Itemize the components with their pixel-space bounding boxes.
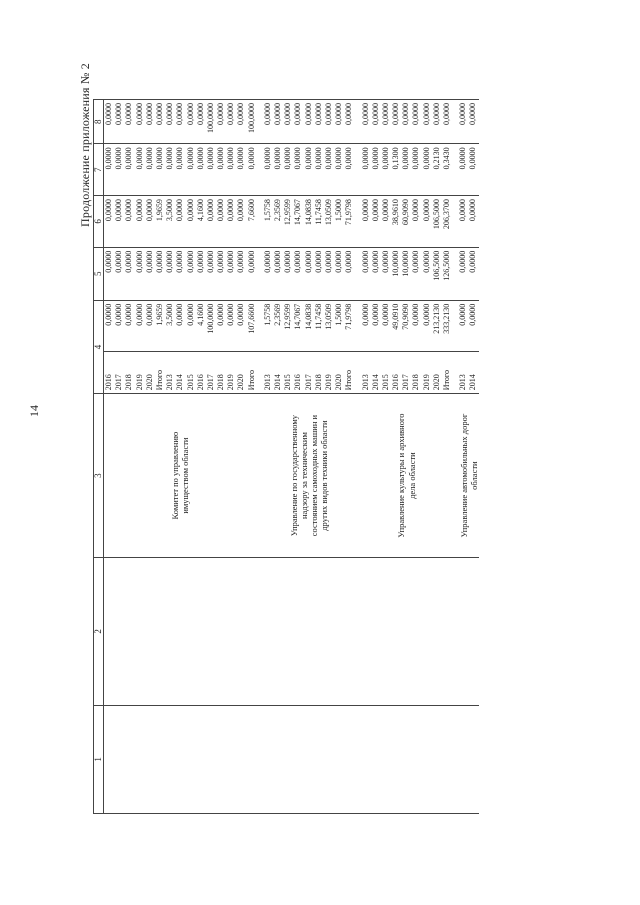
value-cell: 0,0000 <box>323 147 333 170</box>
value-cell: 60,9090 <box>401 199 411 226</box>
value-cell: 0,0000 <box>104 103 113 125</box>
value-cell: 49,0910 <box>391 303 401 330</box>
value-cell: 14,7067 <box>293 199 303 226</box>
value-cell: 0,0000 <box>421 147 431 170</box>
value-cell: 0,0000 <box>114 103 124 125</box>
header-col-1: 1 <box>94 705 104 813</box>
header-row <box>94 100 104 814</box>
year-cell: Итого <box>442 369 451 391</box>
value-cell: 0,0000 <box>380 147 390 170</box>
value-cell: 0,0000 <box>154 250 164 273</box>
year-cell: 2019 <box>421 374 431 391</box>
year-column <box>104 352 479 394</box>
header-col-6: 6 <box>94 196 104 248</box>
value-cell: 4,1600 <box>195 199 205 222</box>
value-cell: 7,6600 <box>246 199 256 222</box>
year-cell: 2018 <box>313 374 323 391</box>
org-name-line: других видов техники области <box>319 420 330 531</box>
value-cell: 0,0000 <box>226 250 236 273</box>
year-cell: 2013 <box>458 374 468 391</box>
org-name-line: имуществом области <box>180 437 191 514</box>
value-cell: 0,0000 <box>246 250 256 273</box>
value-cell: 0,0000 <box>216 199 226 222</box>
value-cell: 0,0000 <box>458 303 468 326</box>
value-cell: 0,0000 <box>114 199 124 222</box>
header-col-3: 3 <box>94 394 104 558</box>
value-cell: 12,9599 <box>283 199 293 226</box>
year-cell: 2014 <box>175 374 185 391</box>
value-cell: 0,0000 <box>216 103 226 125</box>
value-cell: 0,0000 <box>401 147 411 170</box>
value-cell: 4,1600 <box>195 303 205 326</box>
value-cell: 206,3700 <box>442 199 451 230</box>
value-cell: 0,0000 <box>380 103 390 125</box>
year-cell: 2019 <box>134 374 144 391</box>
value-cell: 0,0000 <box>411 199 421 222</box>
value-cell: 0,1300 <box>391 147 401 170</box>
org-name-line: состоянием самоходных машин и <box>308 414 319 537</box>
value-cell: 0,0000 <box>262 147 272 170</box>
local-column <box>104 144 479 196</box>
year-cell: 2016 <box>104 374 113 391</box>
value-cell: 70,9090 <box>401 303 411 330</box>
value-cell: 3,5000 <box>165 199 175 222</box>
value-cell: 0,0000 <box>370 250 380 273</box>
org-name-line: дела области <box>406 452 417 499</box>
col-1-cell <box>104 705 479 813</box>
value-cell: 0,0000 <box>360 199 370 222</box>
value-cell: 14,0838 <box>303 199 313 226</box>
value-cell: 0,0000 <box>313 147 323 170</box>
value-cell: 0,0000 <box>313 103 323 125</box>
year-cell: 2016 <box>195 374 205 391</box>
value-cell: 106,5000 <box>431 250 441 281</box>
year-cell: 2017 <box>114 374 124 391</box>
federal-column <box>104 247 479 300</box>
value-cell: 0,0000 <box>293 147 303 170</box>
value-cell: 100,0000 <box>205 103 215 133</box>
value-cell: 0,0000 <box>344 250 354 273</box>
value-cell: 0,0000 <box>124 250 134 273</box>
value-cell: 1,5000 <box>334 303 344 326</box>
total-column <box>104 300 479 352</box>
value-cell: 0,0000 <box>104 250 113 273</box>
year-cell: 2020 <box>144 374 154 391</box>
value-cell: 0,0000 <box>360 147 370 170</box>
value-cell: 0,0000 <box>195 103 205 125</box>
value-cell: 0,0000 <box>175 199 185 222</box>
year-cell: 2020 <box>431 374 441 391</box>
value-cell: 0,0000 <box>411 250 421 273</box>
value-cell: 0,0000 <box>124 199 134 222</box>
value-cell: 0,2130 <box>431 147 441 170</box>
regional-column <box>104 196 479 248</box>
value-cell: 0,0000 <box>370 147 380 170</box>
value-cell: 0,0000 <box>293 103 303 125</box>
year-cell: 2019 <box>323 374 333 391</box>
value-cell: 0,0000 <box>165 147 175 170</box>
org-name-line: Управление по государственному <box>288 415 299 537</box>
value-cell: 0,0000 <box>134 103 144 125</box>
header-col-5: 5 <box>94 247 104 300</box>
value-cell: 0,0000 <box>175 303 185 326</box>
value-cell: 0,0000 <box>458 103 468 125</box>
body-row <box>104 100 479 814</box>
value-cell: 0,0000 <box>236 103 246 125</box>
value-cell: 0,0000 <box>283 147 293 170</box>
value-cell: 0,0000 <box>344 103 354 125</box>
appendix-title: Продолжение приложения № 2 <box>78 63 92 227</box>
value-cell: 1,9659 <box>154 199 164 222</box>
value-cell: 0,0000 <box>273 250 282 273</box>
col-2-cell <box>104 557 479 705</box>
value-cell: 0,0000 <box>380 250 390 273</box>
value-cell: 0,0000 <box>334 250 344 273</box>
value-cell: 0,0000 <box>205 199 215 222</box>
value-cell: 0,0000 <box>370 199 380 222</box>
year-cell: 2017 <box>401 374 411 391</box>
org-name-line: области <box>468 461 479 490</box>
year-cell: 2013 <box>360 374 370 391</box>
value-cell: 10,0000 <box>401 250 411 277</box>
value-cell: 0,0000 <box>124 103 134 125</box>
value-cell: 100,0000 <box>205 303 215 334</box>
org-name-line: Управление автомобильных дорог <box>458 413 469 538</box>
value-cell: 13,0509 <box>323 303 333 330</box>
value-cell: 2,3569 <box>273 199 282 222</box>
value-cell: 1,5000 <box>334 199 344 222</box>
value-cell: 0,0000 <box>195 147 205 170</box>
year-cell: 2015 <box>283 374 293 391</box>
value-cell: 0,0000 <box>104 199 113 222</box>
year-cell: 2020 <box>334 374 344 391</box>
value-cell: 0,0000 <box>421 199 431 222</box>
value-cell: 0,0000 <box>154 103 164 125</box>
year-cell: 2014 <box>370 374 380 391</box>
value-cell: 0,0000 <box>124 147 134 170</box>
value-cell: 0,0000 <box>236 147 246 170</box>
value-cell: 0,0000 <box>468 199 478 222</box>
value-cell: 0,0000 <box>458 250 468 273</box>
value-cell: 0,0000 <box>442 103 451 125</box>
year-cell: Итого <box>154 369 164 391</box>
value-cell: 10,0000 <box>391 250 401 277</box>
value-cell: 0,0000 <box>334 103 344 125</box>
value-cell: 0,0000 <box>431 103 441 125</box>
value-cell: 0,0000 <box>165 250 175 273</box>
value-cell: 0,0000 <box>226 199 236 222</box>
value-cell: 0,0000 <box>226 103 236 125</box>
value-cell: 0,0000 <box>468 147 478 170</box>
year-cell: 2014 <box>273 374 282 391</box>
value-cell: 0,0000 <box>303 147 313 170</box>
value-cell: 0,0000 <box>185 250 195 273</box>
other-column <box>104 100 479 144</box>
value-cell: 100,0000 <box>246 103 256 133</box>
value-cell: 0,0000 <box>226 303 236 326</box>
value-cell: 0,0000 <box>334 147 344 170</box>
header-col-4: 4 <box>94 300 104 394</box>
value-cell: 0,0000 <box>391 103 401 125</box>
value-cell: 0,0000 <box>283 250 293 273</box>
value-cell: 1,5758 <box>262 199 272 222</box>
value-cell: 0,0000 <box>216 147 226 170</box>
value-cell: 0,0000 <box>175 147 185 170</box>
value-cell: 0,0000 <box>411 103 421 125</box>
value-cell: 0,0000 <box>468 250 478 273</box>
year-cell: 2013 <box>165 374 175 391</box>
value-cell: 0,0000 <box>114 147 124 170</box>
header-col-2: 2 <box>94 557 104 705</box>
year-cell: 2016 <box>293 374 303 391</box>
value-cell: 0,0000 <box>124 303 134 326</box>
value-cell: 107,6600 <box>246 303 256 334</box>
org-block <box>104 394 263 557</box>
value-cell: 14,7067 <box>293 303 303 330</box>
value-cell: 11,7458 <box>313 303 323 330</box>
value-cell: 0,0000 <box>144 250 154 273</box>
year-cell: 2020 <box>236 374 246 391</box>
value-cell: 0,0000 <box>313 250 323 273</box>
org-block <box>263 394 361 557</box>
year-cell: 2016 <box>391 374 401 391</box>
value-cell: 0,0000 <box>216 303 226 326</box>
value-cell: 0,0000 <box>185 199 195 222</box>
value-cell: 3,5000 <box>165 303 175 326</box>
value-cell: 0,0000 <box>185 303 195 326</box>
value-cell: 0,0000 <box>134 147 144 170</box>
value-cell: 0,0000 <box>134 199 144 222</box>
value-cell: 14,0838 <box>303 303 313 330</box>
year-cell: 2014 <box>468 374 478 391</box>
value-cell: 0,0000 <box>134 303 144 326</box>
year-cell: 2015 <box>185 374 195 391</box>
year-cell: 2017 <box>303 374 313 391</box>
year-cell: 2018 <box>216 374 226 391</box>
value-cell: 71,9798 <box>344 303 354 330</box>
value-cell: 0,0000 <box>421 250 431 273</box>
value-cell: 0,0000 <box>205 250 215 273</box>
value-cell: 0,0000 <box>421 303 431 326</box>
value-cell: 0,0000 <box>458 199 468 222</box>
value-cell: 0,0000 <box>246 147 256 170</box>
header-col-8: 8 <box>94 100 104 144</box>
value-cell: 0,0000 <box>104 303 113 326</box>
value-cell: 0,0000 <box>134 250 144 273</box>
value-cell: 0,0000 <box>411 147 421 170</box>
value-cell: 106,5000 <box>431 199 441 230</box>
value-cell: 0,0000 <box>344 147 354 170</box>
value-cell: 0,0000 <box>144 199 154 222</box>
value-cell: 0,3430 <box>442 147 451 170</box>
value-cell: 0,0000 <box>175 250 185 273</box>
header-col-7: 7 <box>94 144 104 196</box>
value-cell: 0,0000 <box>370 303 380 326</box>
value-cell: 0,0000 <box>468 303 478 326</box>
value-cell: 333,2130 <box>442 303 451 334</box>
year-cell: 2013 <box>262 374 272 391</box>
value-cell: 2,3569 <box>273 303 282 326</box>
value-cell: 0,0000 <box>144 147 154 170</box>
value-cell: 0,0000 <box>273 147 282 170</box>
value-cell: 0,0000 <box>360 250 370 273</box>
value-cell: 38,9610 <box>391 199 401 226</box>
value-cell: 0,0000 <box>303 250 313 273</box>
value-cell: 0,0000 <box>323 250 333 273</box>
page-number: 14 <box>27 405 41 417</box>
value-cell: 0,0000 <box>293 250 303 273</box>
value-cell: 0,0000 <box>195 250 205 273</box>
value-cell: 0,0000 <box>236 199 246 222</box>
org-name-line: надзору за техническим <box>298 432 309 520</box>
value-cell: 213,2130 <box>431 303 441 334</box>
value-cell: 0,0000 <box>273 103 282 125</box>
org-name-line: Управление культуры и архивного <box>396 413 407 538</box>
value-cell: 71,9798 <box>344 199 354 226</box>
value-cell: 0,0000 <box>114 250 124 273</box>
org-name-line: Комитет по управлению <box>170 431 181 520</box>
value-cell: 1,5758 <box>262 303 272 326</box>
value-cell: 0,0000 <box>144 103 154 125</box>
value-cell: 0,0000 <box>226 147 236 170</box>
budget-table <box>93 99 479 814</box>
value-cell: 0,0000 <box>185 147 195 170</box>
value-cell: 0,0000 <box>104 147 113 170</box>
year-cell: Итого <box>344 369 354 391</box>
year-cell: 2018 <box>124 374 134 391</box>
value-cell: 0,0000 <box>175 103 185 125</box>
value-cell: 0,0000 <box>380 199 390 222</box>
value-cell: 0,0000 <box>185 103 195 125</box>
org-column <box>104 394 479 558</box>
value-cell: 0,0000 <box>144 303 154 326</box>
org-block <box>459 394 479 557</box>
value-cell: 0,0000 <box>360 103 370 125</box>
value-cell: 0,0000 <box>303 103 313 125</box>
value-cell: 0,0000 <box>421 103 431 125</box>
value-cell: 0,0000 <box>216 250 226 273</box>
value-cell: 0,0000 <box>236 303 246 326</box>
value-cell: 126,5000 <box>442 250 451 281</box>
value-cell: 11,7458 <box>313 199 323 225</box>
value-cell: 0,0000 <box>411 303 421 326</box>
value-cell: 0,0000 <box>360 303 370 326</box>
year-cell: Итого <box>246 369 256 391</box>
year-cell: 2018 <box>411 374 421 391</box>
value-cell: 0,0000 <box>262 103 272 125</box>
org-block <box>361 394 459 557</box>
value-cell: 0,0000 <box>114 303 124 326</box>
value-cell: 0,0000 <box>468 103 478 125</box>
value-cell: 0,0000 <box>380 303 390 326</box>
value-cell: 0,0000 <box>205 147 215 170</box>
value-cell: 0,0000 <box>165 103 175 125</box>
value-cell: 1,9659 <box>154 303 164 326</box>
value-cell: 12,9599 <box>283 303 293 330</box>
value-cell: 0,0000 <box>262 250 272 273</box>
value-cell: 0,0000 <box>323 103 333 125</box>
value-cell: 0,0000 <box>458 147 468 170</box>
value-cell: 0,0000 <box>236 250 246 273</box>
value-cell: 0,0000 <box>154 147 164 170</box>
value-cell: 0,0000 <box>283 103 293 125</box>
year-cell: 2019 <box>226 374 236 391</box>
year-cell: 2015 <box>380 374 390 391</box>
value-cell: 0,0000 <box>370 103 380 125</box>
value-cell: 13,0509 <box>323 199 333 226</box>
year-cell: 2017 <box>205 374 215 391</box>
value-cell: 0,0000 <box>401 103 411 125</box>
